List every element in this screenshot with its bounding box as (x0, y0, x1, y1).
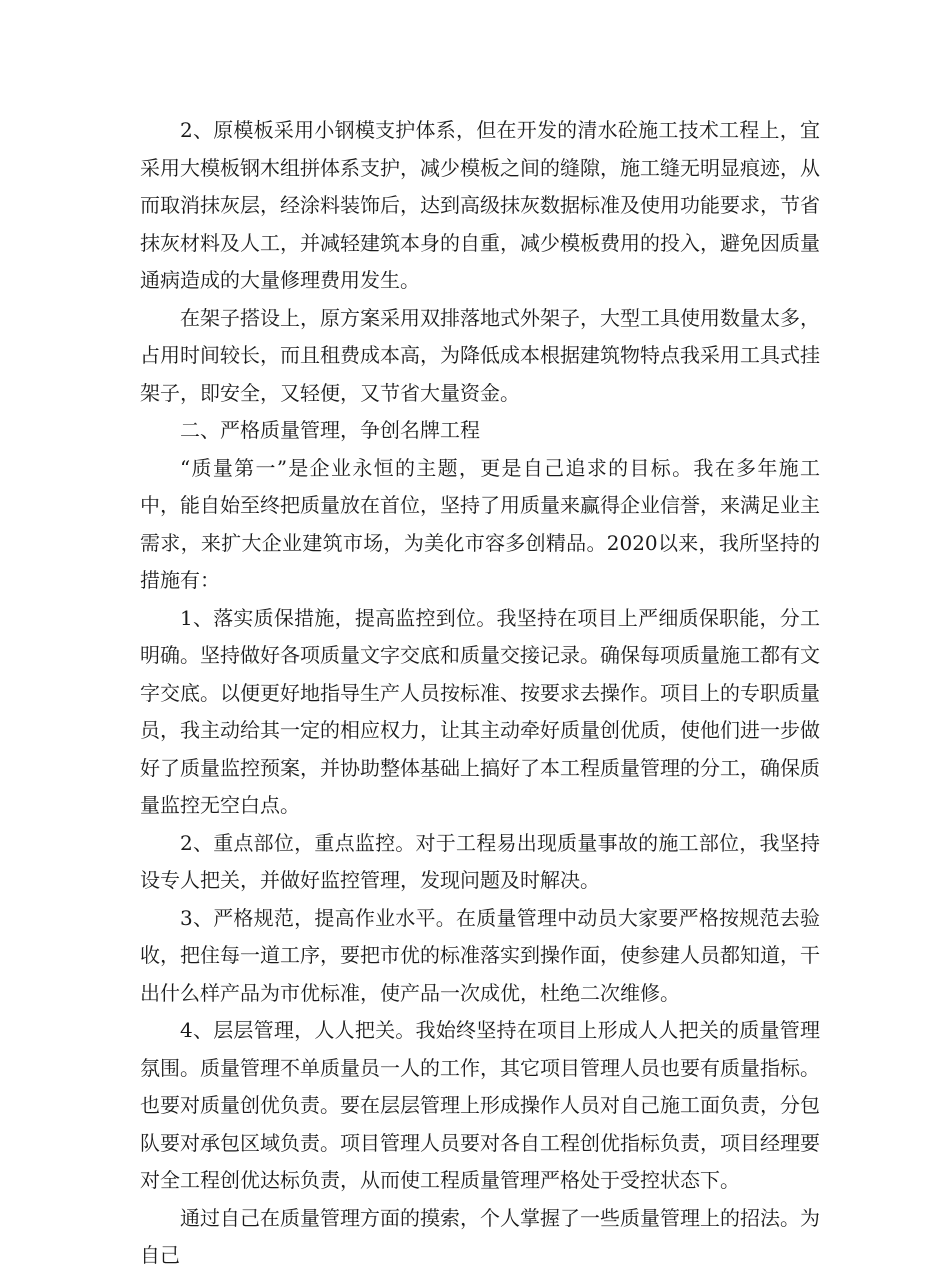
paragraph-measure-3: 3、严格规范，提高作业水平。在质量管理中动员大家要严格按规范去验收，把住每一道工序，要把市优的标准落实到操作面，使参建人员都知道，干出什么样产品为市优标准，使产品一次成优，杜绝二次维修。 (140, 905, 820, 1005)
paragraph-summary: 通过自己在质量管理方面的摸索，个人掌握了一些质量管理上的招法。为自己 (140, 1205, 820, 1267)
document-body (140, 112, 820, 1275)
paragraph-formwork: 2、原模板采用小钢模支护体系，但在开发的清水砼施工技术工程上，宜采用大模板钢木组拼体系支护，减少模板之间的缝隙，施工缝无明显痕迹，从而取消抹灰层，经涂料装饰后，达到高级抹灰数据标准及使用功能要求，节省抹灰材料及人工，并减轻建筑本身的自重，减少模板费用的投入，避免因质量通病造成的大量修理费用发生。 (140, 118, 820, 292)
paragraph-measure-1: 1、落实质保措施，提高监控到位。我坚持在项目上严细质保职能，分工明确。坚持做好各项质量文字交底和质量交接记录。确保每项质量施工都有文字交底。以便更好地指导生产人员按标准、按要求去操作。项目上的专职质量员，我主动给其一定的相应权力，让其主动牵好质量创优质，使他们进一步做好了质量监控预案，并协助整体基础上搞好了本工程质量管理的分工，确保质量监控无空白点。 (140, 605, 820, 817)
section-heading-quality: 二、严格质量管理，争创名牌工程 (180, 418, 480, 442)
paragraph-quality-first: “质量第一”是企业永恒的主题，更是自己追求的目标。我在多年施工中，能自始至终把质量放在首位，坚持了用质量来赢得企业信誉，来满足业主需求，来扩大企业建筑市场，为美化市容多创精品。2020以来，我所坚持的措施有： (140, 455, 820, 592)
paragraph-measure-4: 4、层层管理，人人把关。我始终坚持在项目上形成人人把关的质量管理氛围。质量管理不单质量员一人的工作，其它项目管理人员也要有质量指标。也要对质量创优负责。要在层层管理上形成操作人员对自己施工面负责，分包队要对承包区域负责。项目管理人员要对各自工程创优指标负责，项目经理要对全工程创优达标负责，从而使工程质量管理严格处于受控状态下。 (140, 1018, 820, 1192)
paragraph-scaffolding: 在架子搭设上，原方案采用双排落地式外架子，大型工具使用数量太多，占用时间较长，而且租费成本高，为降低成本根据建筑物特点我采用工具式挂架子，即安全，又轻便，又节省大量资金。 (140, 305, 820, 405)
paragraph-measure-2: 2、重点部位，重点监控。对于工程易出现质量事故的施工部位，我坚持设专人把关，并做好监控管理，发现问题及时解决。 (140, 830, 820, 892)
